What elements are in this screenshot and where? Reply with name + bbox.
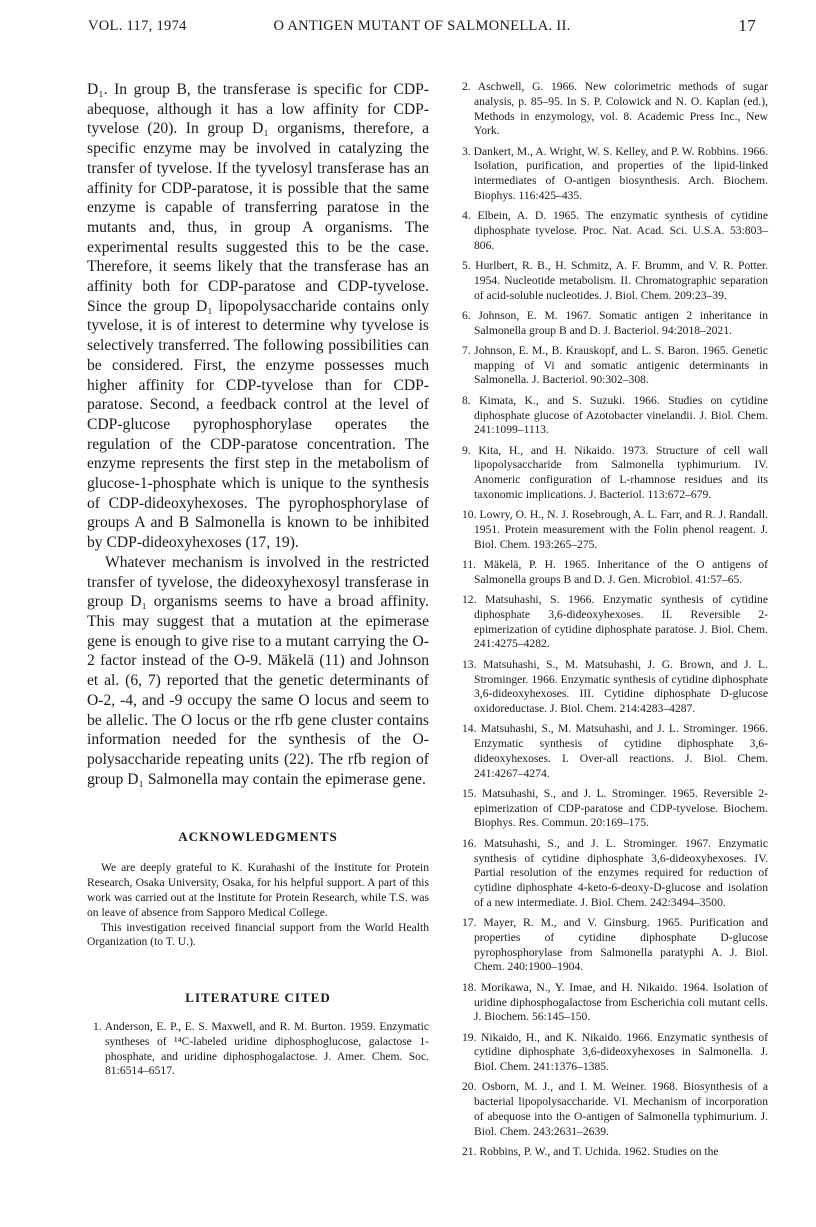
reference-item: 4. Elbein, A. D. 1965. The enzymatic synthesis of cytidine diphosphate tyvelose. Proc. Nat. Acad. Sci. U.S.A. 53:803–806.: [462, 209, 768, 252]
literature-heading: LITERATURE CITED: [185, 990, 331, 1006]
reference-item: 6. Johnson, E. M. 1967. Somatic antigen 2 inheritance in Salmonella group B and D. J. Bacteriol. 94:2018–2021.: [462, 308, 768, 337]
reference-item: 20. Osborn, M. J., and I. M. Weiner. 1968. Biosynthesis of a bacterial lipopolysaccharide. VI. Mechanism of incorporation of abequose into the O-antigen of Salmonella typhimurium. J. Biol. Chem. 243:2631–2639.: [462, 1080, 768, 1138]
acknowledgments-section: [87, 861, 429, 950]
reference-item: 11. Mäkelä, P. H. 1965. Inheritance of the O antigens of Salmonella groups B and D. J. Gen. Microbiol. 41:57–65.: [462, 558, 768, 586]
reference-item: 19. Nikaido, H., and K. Nikaido. 1966. Enzymatic synthesis of cytidine diphosphate 3,6-dideoxyhexoses in Salmonella. J. Biol. Chem. 241:1376–1385.: [462, 1030, 768, 1074]
reference-item: 15. Matsuhashi, S., and J. L. Strominger. 1965. Reversible 2-epimerization of CDP-paratose and CDP-tyvelose. Biochem. Biophys. Res. Commun. 20:169–175.: [462, 786, 768, 830]
running-head-title: O ANTIGEN MUTANT OF SALMONELLA. II.: [273, 18, 571, 34]
acknowledgments-text-1: We are deeply grateful to K. Kurahashi of the Institute for Protein Research, Osaka University, Osaka, for his helpful support. A part of this work was carried out at the Institute for Protein Research, while T.S. was on leave of absence from Sapporo Medical College.: [87, 861, 429, 919]
page-number: 17: [738, 16, 756, 35]
reference-item: 5. Hurlbert, R. B., H. Schmitz, A. F. Brumm, and V. R. Potter. 1954. Nucleotide metabolism. II. Chromatographic separation of acid-soluble nucleotides. J. Biol. Chem. 209:23–39.: [462, 259, 768, 302]
left-column: [87, 80, 429, 1085]
reference-item: 17. Mayer, R. M., and V. Ginsburg. 1965. Purification and properties of cytidine diphosphate D-glucose pyrophosphorylase from Salmonella paratyphi A. J. Biol. Chem. 240:1900–1904.: [462, 916, 768, 974]
right-column: [452, 81, 768, 1165]
reference-item: 7. Johnson, E. M., B. Krauskopf, and L. S. Baron. 1965. Genetic mapping of Vi and somatic antigenic determinants in Salmonella. J. Bacteriol. 90:302–308.: [462, 343, 768, 387]
reference-item: 10. Lowry, O. H., N. J. Rosebrough, A. L. Farr, and R. J. Randall. 1951. Protein measurement with the Folin phenol reagent. J. Biol. Chem. 193:265–275.: [462, 508, 768, 551]
reference-item: 8. Kimata, K., and S. Suzuki. 1966. Studies on cytidine diphosphate glucose of Azotobacter vinelandii. J. Biol. Chem. 241:1099–1113.: [462, 393, 768, 437]
reference-item: 13. Matsuhashi, S., M. Matsuhashi, J. G. Brown, and J. L. Strominger. 1966. Enzymatic synthesis of cytidine diphosphate 3,6-dideoxyhexoses. III. Cytidine diphosphate D-glucose oxidoreductase. J. Biol. Chem. 214:4283–4287.: [462, 657, 768, 716]
reference-item: 2. Aschwell, G. 1966. New colorimetric methods of sugar analysis, p. 85–95. In S. P. Colowick and N. O. Kaplan (ed.), Methods in enzymology, vol. 8. Academic Press Inc., New York.: [462, 80, 768, 138]
reference-item: 21. Robbins, P. W., and T. Uchida. 1962. Studies on the: [462, 1145, 719, 1159]
running-header: [88, 18, 756, 42]
reference-item: 18. Morikawa, N., Y. Imae, and H. Nikaido. 1964. Isolation of uridine diphosphogalactose from Escherichia coli mutant cells. J. Biochem. 56:145–150.: [462, 980, 768, 1024]
reference-item: 3. Dankert, M., A. Wright, W. S. Kelley, and P. W. Robbins. 1966. Isolation, purification, and properties of the lipid-linked intermediates of O-antigen biosynthesis. Arch. Biochem. Biophys. 116:425–435.: [462, 144, 768, 202]
reference-item: 12. Matsuhashi, S. 1966. Enzymatic synthesis of cytidine diphosphate 3,6-dideoxyhexoses. II. Reversible 2-epimerization of cytidine diphosphate paratose. J. Biol. Chem. 241:4275–4282.: [462, 593, 768, 651]
body-paragraph-1: D₁. In group B, the transferase is specific for CDP-abequose, although it has a low affinity for CDP-tyvelose (20). In group D₁ organisms, therefore, a specific enzyme may be involved in catalyzing the transfer of tyvelose. If the tyvelosyl transferase has an affinity for CDP-paratose, it is possible that the same enzyme is capable of transferring paratose in the mutants and, thus, in group A organisms. The experimental results suggested this to be the case. Therefore, it seems likely that the transferase has an affinity both for CDP-paratose and CDP-tyvelose. Since the group D₁ lipopolysaccharide contains only tyvelose, it is of interest to determine why tyvelose is selectively transferred. The following possibilities can be considered. First, the enzyme possesses much higher affinity for CDP-tyvelose than for CDP-paratose. Second, a feedback control at the level of CDP-glucose pyrophosphorylase operates the regulation of the CDP-paratose concentration. The enzyme represents the first step in the metabolism of glucose-1-phosphate which is unique to the synthesis of CDP-dideoxyhexoses. The pyrophosphorylase of groups A and B Salmonella is known to be inhibited by CDP-dideoxyhexoses (17, 19).: [87, 81, 429, 552]
reference-item: 1. Anderson, E. P., E. S. Maxwell, and R. M. Burton. 1959. Enzymatic syntheses of ¹⁴C-labeled uridine diphosphoglucose, galactose 1-phosphate, and uridine diphosphogalactose. J. Amer. Chem. Soc. 81:6514–6517.: [93, 1020, 429, 1078]
body-paragraph-2: Whatever mechanism is involved in the restricted transfer of tyvelose, the dideoxyhexosyl transferase in group D₁ organisms seems to have a broad affinity. This may suggest that a mutation at the epimerase gene is enough to give rise to a mutant carrying the O-2 factor instead of the O-9. Mäkelä (11) and Johnson et al. (6, 7) reported that the genetic determinants of O-2, -4, and -9 occupy the same O locus and seem to be allelic. The O locus or the rfb gene cluster contains information needed for the synthesis of the O-polysaccharide repeating units (22). The rfb region of group D₁ Salmonella may contain the epimerase gene.: [87, 553, 429, 788]
acknowledgments-text-2: This investigation received financial support from the World Health Organization (to T. U.).: [87, 920, 429, 949]
reference-item: 14. Matsuhashi, S., M. Matsuhashi, and J. L. Strominger. 1966. Enzymatic synthesis of cytidine diphosphate 3,6-dideoxyhexoses. I. Over-all reactions. J. Biol. Chem. 241:4267–4274.: [462, 722, 768, 780]
reference-item: 9. Kita, H., and H. Nikaido. 1973. Structure of cell wall lipopolysaccharide from Salmonella typhimurium. IV. Anomeric configuration of L-rhamnose residues and its taxonomic implications. J. Bacteriol. 113:672–679.: [462, 443, 768, 501]
volume-label: VOL. 117, 1974: [88, 18, 187, 34]
acknowledgments-heading: ACKNOWLEDGMENTS: [178, 829, 338, 845]
reference-item: 16. Matsuhashi, S., and J. L. Strominger. 1967. Enzymatic synthesis of cytidine diphosphate 3,6-dideoxyhexoses. IV. Partial resolution of the enzymes required for reduction of cytidine diphosphate 4-keto-6-deoxy-D-glucose and isolation of a new intermediate. J. Biol. Chem. 242:3494–3500.: [462, 836, 768, 909]
